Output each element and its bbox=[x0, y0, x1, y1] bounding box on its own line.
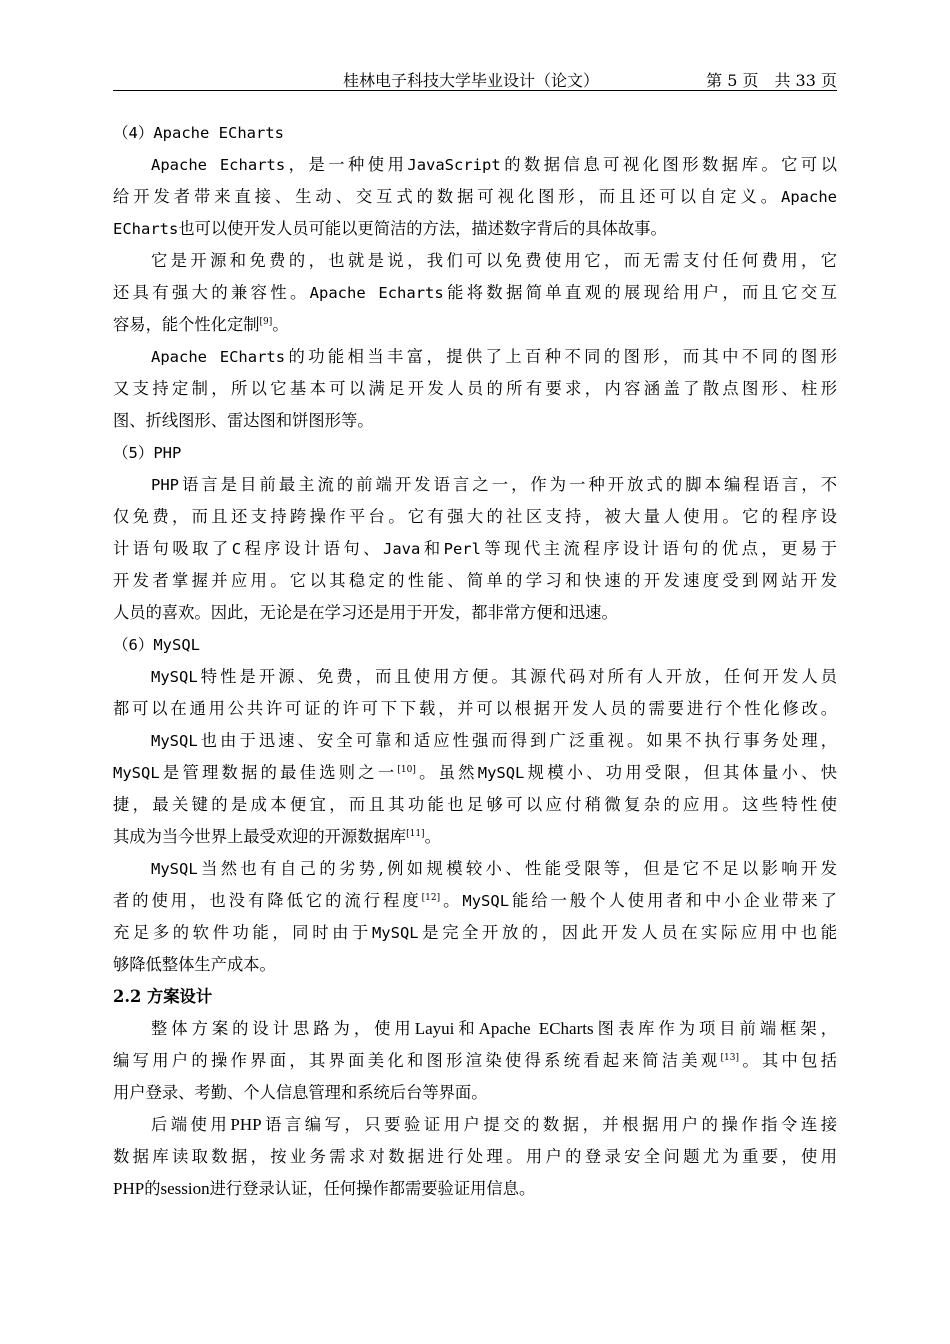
text-segment: 计语句吸取了 bbox=[113, 539, 232, 558]
text-line bbox=[113, 309, 837, 341]
citation-ref: [9] bbox=[259, 317, 273, 327]
text-segment: MySQL bbox=[477, 764, 525, 782]
text-segment: 规模小、功用受限，但其体量小、快 bbox=[524, 763, 837, 782]
text-line bbox=[113, 1013, 837, 1045]
text-line bbox=[113, 181, 837, 213]
citation-ref: [11] bbox=[406, 829, 425, 839]
text-segment: 者的使用，也没有降低它的流行程度 bbox=[113, 891, 422, 910]
text-line bbox=[113, 629, 837, 661]
text-segment: 开发者掌握并应用。它以其稳定的性能、简单的学习和快速的开发速度受到网站开发 bbox=[113, 571, 837, 590]
text-segment: Apache bbox=[781, 188, 837, 206]
text-segment: MySQL bbox=[371, 924, 419, 942]
text-line bbox=[113, 693, 837, 725]
text-segment: MySQL bbox=[151, 668, 198, 686]
text-segment: Java bbox=[383, 540, 421, 558]
text-line bbox=[113, 245, 837, 277]
text-line bbox=[113, 533, 837, 565]
text-segment: 等现代主流程序设计语句的优点，更易于 bbox=[480, 539, 837, 558]
text-segment: 。 bbox=[424, 827, 441, 846]
text-segment: 能将数据简单直观的展现给用户，而且它交互 bbox=[443, 283, 837, 302]
text-segment: 是完全开放的，因此开发人员在实际应用中也能 bbox=[418, 923, 837, 942]
text-line bbox=[113, 725, 837, 757]
text-segment: 语言是目前最主流的前端开发语言之一，作为一种开放式的脚本编程语言，不 bbox=[179, 475, 837, 494]
citation-ref: [13] bbox=[720, 1053, 739, 1063]
text-segment: Apache ECharts bbox=[478, 1019, 594, 1038]
text-line bbox=[113, 821, 837, 853]
text-segment: 捷，最关键的是成本便宜，而且其功能也足够可以应付稍微复杂的应用。这些特性使 bbox=[113, 795, 837, 814]
text-segment: 和 bbox=[420, 539, 444, 558]
text-segment: PHP bbox=[113, 1179, 145, 1198]
text-line bbox=[113, 789, 837, 821]
text-segment: 。 bbox=[272, 315, 289, 334]
text-segment: 其成为当今世界上最受欢迎的开源数据库 bbox=[113, 827, 407, 846]
text-line bbox=[113, 661, 837, 693]
text-segment: 的数据信息可视化图形数据库。它可以 bbox=[500, 155, 837, 174]
text-segment: ，是一种使用 bbox=[285, 155, 408, 174]
text-segment: （6）MySQL bbox=[113, 636, 200, 654]
text-line bbox=[113, 213, 837, 245]
text-segment: 编写用户的操作界面，其界面美化和图形渲染使得系统看起来简洁美观 bbox=[113, 1051, 721, 1070]
text-line bbox=[113, 597, 837, 629]
text-segment: 的 bbox=[144, 1179, 161, 1198]
text-segment: C bbox=[231, 540, 242, 558]
text-segment: 它是开源和免费的，也就是说，我们可以免费使用它，而无需支付任何费用，它 bbox=[151, 251, 837, 270]
text-segment: 图、折线图形、雷达图和饼图形等。 bbox=[113, 411, 374, 430]
text-line bbox=[113, 149, 837, 181]
text-segment: PHP bbox=[151, 476, 179, 494]
text-segment: （5）PHP bbox=[113, 444, 182, 462]
text-line bbox=[113, 917, 837, 949]
section-heading bbox=[113, 981, 837, 1013]
text-segment: 还具有强大的兼容性。 bbox=[113, 283, 310, 302]
text-segment: 都可以在通用公共许可证的许可下下载，并可以根据开发人员的需要进行个性化修改。 bbox=[113, 699, 837, 718]
text-segment: 也可以使开发人员可能以更简洁的方法，描述数字背后的具体故事。 bbox=[178, 219, 667, 238]
text-line bbox=[113, 885, 837, 917]
text-line bbox=[113, 565, 837, 597]
body-text bbox=[113, 117, 837, 1205]
text-segment: 的功能相当丰富，提供了上百种不同的图形，而其中不同的图形 bbox=[285, 347, 837, 366]
text-segment: 也由于迅速、安全可靠和适应性强而得到广泛重视。如果不执行事务处理， bbox=[197, 731, 837, 750]
text-line bbox=[113, 277, 837, 309]
text-line bbox=[113, 373, 837, 405]
text-line bbox=[113, 1141, 837, 1173]
text-segment: 2.2 方案设计 bbox=[113, 987, 213, 1006]
text-segment: 语言编写，只要验证用户提交的数据，并根据用户的操作指令连接 bbox=[261, 1115, 837, 1134]
header-school-title: 桂林电子科技大学毕业设计（论文） bbox=[343, 71, 600, 90]
text-segment: Layui bbox=[414, 1019, 455, 1038]
text-segment: 够降低整体生产成本。 bbox=[113, 955, 276, 974]
text-segment: MySQL bbox=[151, 732, 198, 750]
text-segment: JavaScript bbox=[407, 156, 501, 174]
text-line bbox=[113, 1045, 837, 1077]
text-segment: 用户登录、考勤、个人信息管理和系统后台等界面。 bbox=[113, 1083, 488, 1102]
text-segment: Apache Echarts bbox=[309, 284, 444, 302]
text-segment: 仅免费，而且还支持跨操作平台。它有强大的社区支持，被大量人使用。它的程序设 bbox=[113, 507, 837, 526]
text-segment: 是管理数据的最佳选则之一 bbox=[159, 763, 398, 782]
text-line bbox=[113, 1173, 837, 1205]
text-segment: ECharts bbox=[113, 220, 179, 238]
text-segment: 图表库作为项目前端框架， bbox=[593, 1019, 837, 1038]
text-line bbox=[113, 1109, 837, 1141]
text-segment: Perl bbox=[443, 540, 481, 558]
text-segment: 容易，能个性化定制 bbox=[113, 315, 260, 334]
text-line bbox=[113, 757, 837, 789]
text-segment: 。其中包括 bbox=[739, 1051, 837, 1070]
text-segment: 。 bbox=[440, 891, 463, 910]
text-segment: MySQL bbox=[151, 860, 198, 878]
text-segment: （4）Apache ECharts bbox=[113, 124, 284, 142]
text-segment: 数据库读取数据，按业务需求对数据进行处理。用户的登录安全问题尤为重要，使用 bbox=[113, 1147, 837, 1166]
text-segment: Apache Echarts bbox=[151, 156, 286, 174]
text-line bbox=[113, 117, 837, 149]
text-segment: 当然也有自己的劣势,例如规模较小、性能受限等，但是它不足以影响开发 bbox=[197, 859, 837, 878]
text-line bbox=[113, 469, 837, 501]
text-segment: 后端使用 bbox=[151, 1115, 231, 1134]
text-segment: 又支持定制，所以它基本可以满足开发人员的所有要求，内容涵盖了散点图形、柱形 bbox=[113, 379, 837, 398]
text-segment: 和 bbox=[454, 1019, 479, 1038]
text-segment: MySQL bbox=[113, 764, 160, 782]
text-line bbox=[113, 437, 837, 469]
text-line bbox=[113, 949, 837, 981]
text-segment: Apache ECharts bbox=[151, 348, 286, 366]
text-line bbox=[113, 1077, 837, 1109]
text-segment: session bbox=[160, 1179, 210, 1198]
text-segment: 能给一般个人使用者和中小企业带来了 bbox=[509, 891, 837, 910]
text-segment: 进行登录认证，任何操作都需要验证用信息。 bbox=[209, 1179, 536, 1198]
text-segment: 给开发者带来直接、生动、交互式的数据可视化图形，而且还可以自定义。 bbox=[113, 187, 781, 206]
citation-ref: [12] bbox=[421, 893, 441, 903]
text-line bbox=[113, 405, 837, 437]
text-segment: 充足多的软件功能，同时由于 bbox=[113, 923, 372, 942]
citation-ref: [10] bbox=[397, 765, 416, 775]
text-segment: MySQL bbox=[462, 892, 510, 910]
text-segment: 整体方案的设计思路为，使用 bbox=[151, 1019, 415, 1038]
text-line bbox=[113, 341, 837, 373]
page-header bbox=[113, 64, 837, 91]
text-segment: PHP bbox=[230, 1115, 262, 1134]
text-segment: 。虽然 bbox=[415, 763, 478, 782]
text-line bbox=[113, 501, 837, 533]
text-segment: 程序设计语句、 bbox=[241, 539, 383, 558]
text-segment: 特性是开源、免费，而且使用方便。其源代码对所有人开放，任何开发人员 bbox=[197, 667, 837, 686]
header-page-number: 第 5 页 共 33 页 bbox=[706, 71, 837, 90]
text-segment: 人员的喜欢。因此，无论是在学习还是用于开发，都非常方便和迅速。 bbox=[113, 603, 618, 622]
text-line bbox=[113, 853, 837, 885]
